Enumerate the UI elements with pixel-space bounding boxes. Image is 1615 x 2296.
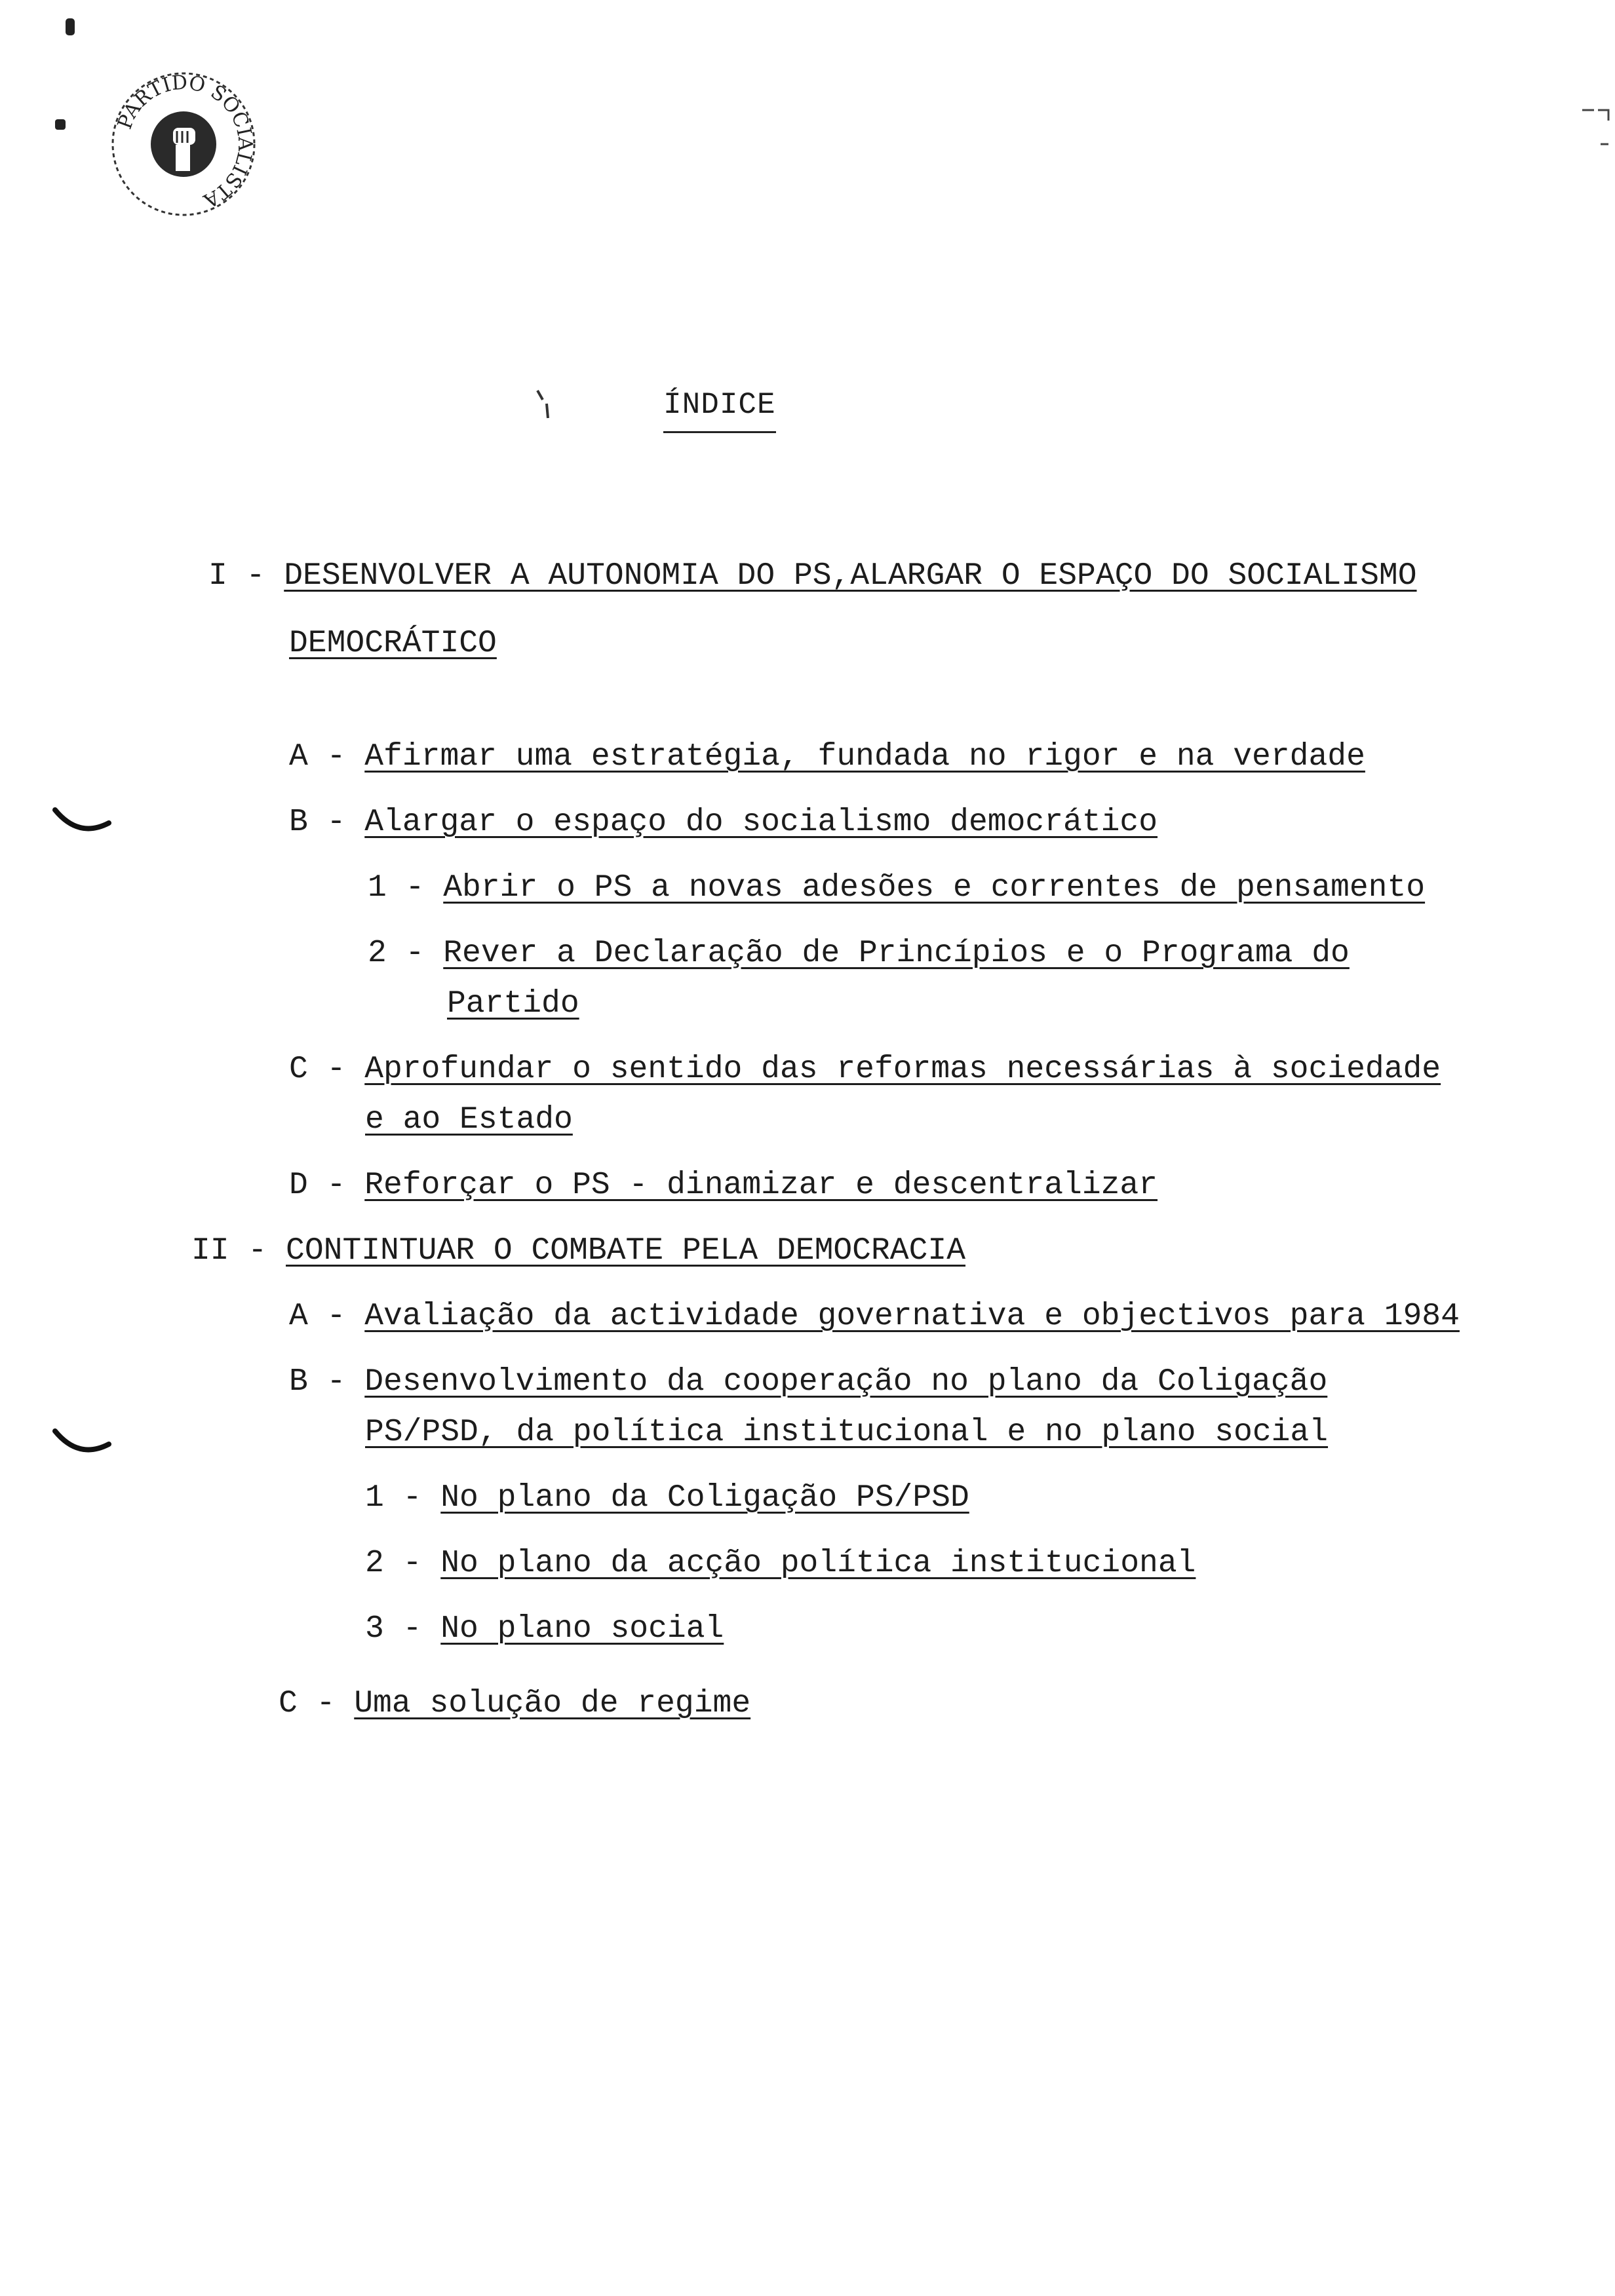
section-heading [191, 1231, 965, 1271]
entry-text: No plano da acção política institucional [440, 1546, 1196, 1581]
entry-label: II - [191, 1233, 267, 1269]
entry-label: B - [289, 805, 346, 840]
entry-text: Avaliação da actividade governativa e objectivos para 1984 [364, 1299, 1460, 1334]
entry-text: Partido [447, 986, 579, 1022]
entry-text: Abrir o PS a novas adesões e correntes de pensamento [443, 870, 1426, 906]
entry-text: Reforçar o PS - dinamizar e descentralizar [364, 1168, 1158, 1203]
entry-text: Desenvolvimento da cooperação no plano da Coligação [364, 1364, 1328, 1400]
entry-text: CONTINTUAR O COMBATE PELA DEMOCRACIA [286, 1233, 965, 1269]
entry-label: A - [289, 739, 346, 775]
entry-text: DESENVOLVER A AUTONOMIA DO PS,ALARGAR O ESPAÇO DO SOCIALISMO [284, 558, 1417, 594]
pen-mark [531, 387, 564, 426]
entry-text: No plano da Coligação PS/PSD [440, 1480, 969, 1516]
binder-hole-mark [52, 1427, 111, 1460]
entry-label: 1 - [365, 1480, 422, 1516]
section-heading [208, 556, 1417, 596]
entry-label: B - [289, 1364, 346, 1400]
entry-text: Alargar o espaço do socialismo democrático [364, 805, 1158, 840]
subsection-entry [279, 1684, 750, 1723]
subsection-entry-continued [365, 1413, 1328, 1452]
entry-label: 1 - [368, 870, 425, 906]
raised-fist-icon [151, 111, 216, 177]
entry-label: 2 - [365, 1546, 422, 1581]
entry-text: DEMOCRÁTICO [289, 626, 497, 661]
item-entry [365, 1544, 1196, 1583]
entry-label: 2 - [368, 936, 425, 971]
entry-text: Afirmar uma estratégia, fundada no rigor e na verdade [364, 739, 1365, 775]
subsection-entry [289, 737, 1365, 776]
entry-text: e ao Estado [365, 1102, 573, 1138]
scan-mark [55, 119, 66, 130]
item-entry [368, 868, 1425, 908]
entry-text: No plano social [440, 1611, 724, 1647]
entry-label: I - [208, 558, 265, 594]
subsection-entry [289, 803, 1158, 842]
subsection-entry [289, 1166, 1158, 1205]
page-title: ÍNDICE [663, 388, 776, 433]
entry-text: Aprofundar o sentido das reformas necessárias à sociedade [364, 1052, 1441, 1087]
subsection-entry-continued [365, 1100, 573, 1139]
binder-hole-mark [52, 806, 111, 839]
subsection-entry [289, 1362, 1327, 1402]
party-logo-stamp [105, 66, 262, 223]
entry-label: D - [289, 1168, 346, 1203]
entry-text: PS/PSD, da política institucional e no plano social [365, 1415, 1329, 1450]
entry-label: A - [289, 1299, 346, 1334]
logo-ring-text: PARTIDO SOCIALISTA [113, 71, 257, 212]
entry-text: Rever a Declaração de Princípios e o Programa do [443, 936, 1350, 971]
item-entry [365, 1609, 724, 1649]
entry-text: Uma solução de regime [354, 1686, 751, 1721]
corner-mark [1580, 98, 1612, 151]
section-heading-continued [289, 624, 497, 663]
scan-mark [66, 18, 75, 35]
subsection-entry [289, 1297, 1460, 1336]
entry-label: C - [289, 1052, 346, 1087]
entry-label: 3 - [365, 1611, 422, 1647]
item-entry-continued [447, 984, 579, 1024]
entry-label: C - [279, 1686, 336, 1721]
subsection-entry [289, 1050, 1441, 1089]
item-entry [365, 1478, 969, 1518]
item-entry [368, 934, 1350, 973]
